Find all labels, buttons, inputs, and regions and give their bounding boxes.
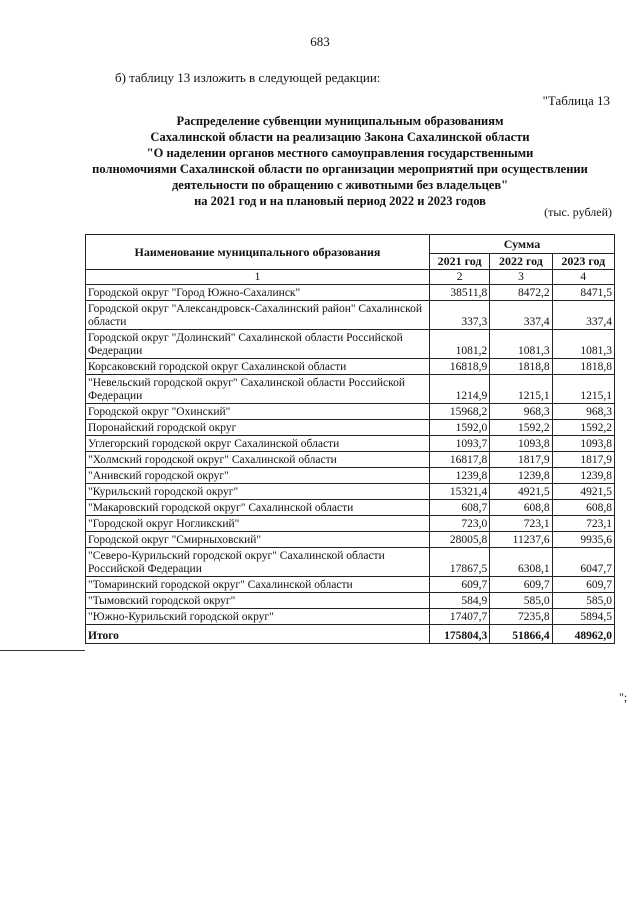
municipality-name: Корсаковский городской округ Сахалинской области [86, 359, 430, 375]
value-2022: 1592,2 [490, 420, 552, 436]
municipality-name: "Томаринский городской округ" Сахалинской области [86, 577, 430, 593]
value-2021: 1592,0 [429, 420, 489, 436]
value-2021: 1214,9 [429, 375, 489, 404]
value-2021: 337,3 [429, 301, 489, 330]
header-year: 2021 год [429, 254, 489, 270]
title-line: Сахалинской области на реализацию Закона Сахалинской области [150, 130, 530, 144]
value-2021: 28005,8 [429, 532, 489, 548]
value-2022: 968,3 [490, 404, 552, 420]
table-row [86, 404, 615, 420]
value-2023: 1239,8 [552, 468, 614, 484]
municipality-name: "Северо-Курильский городской округ" Сахалинской области Российской Федерации [86, 548, 430, 577]
title-line: Распределение субвенции муниципальным образованиям [176, 114, 504, 128]
value-2022: 608,8 [490, 500, 552, 516]
title-line: на 2021 год и на плановый период 2022 и 2023 годов [194, 194, 486, 208]
value-2023: 968,3 [552, 404, 614, 420]
column-number: 1 [86, 270, 430, 285]
municipality-name: Углегорский городской округ Сахалинской области [86, 436, 430, 452]
table-row [86, 577, 615, 593]
table-row [86, 609, 615, 625]
value-2021: 16817,8 [429, 452, 489, 468]
municipality-name: "Городской округ Ногликский" [86, 516, 430, 532]
table-row [86, 330, 615, 359]
table-row [86, 301, 615, 330]
total-2022: 51866,4 [490, 625, 552, 644]
table-row [86, 375, 615, 404]
value-2023: 1592,2 [552, 420, 614, 436]
municipality-name: "Холмский городской округ" Сахалинской области [86, 452, 430, 468]
value-2023: 1093,8 [552, 436, 614, 452]
table-row [86, 285, 615, 301]
municipality-name: Городской округ "Смирныховский" [86, 532, 430, 548]
value-2023: 8471,5 [552, 285, 614, 301]
intro-text: б) таблицу 13 изложить в следующей редакции: [115, 70, 381, 85]
value-2022: 1239,8 [490, 468, 552, 484]
municipality-name: Городской округ "Охинский" [86, 404, 430, 420]
municipality-name: "Анивский городской округ" [86, 468, 430, 484]
value-2021: 609,7 [429, 577, 489, 593]
table-row [86, 500, 615, 516]
column-number: 3 [490, 270, 552, 285]
value-2023: 4921,5 [552, 484, 614, 500]
total-2023: 48962,0 [552, 625, 614, 644]
value-2021: 17867,5 [429, 548, 489, 577]
table-row [86, 420, 615, 436]
value-2022: 6308,1 [490, 548, 552, 577]
value-2021: 15968,2 [429, 404, 489, 420]
value-2023: 1818,8 [552, 359, 614, 375]
value-2023: 723,1 [552, 516, 614, 532]
value-2022: 609,7 [490, 577, 552, 593]
margin-divider [0, 650, 85, 651]
value-2021: 16818,9 [429, 359, 489, 375]
title-line: деятельности по обращению с животными без владельцев" [171, 178, 509, 192]
municipality-name: Городской округ "Город Южно-Сахалинск" [86, 285, 430, 301]
value-2022: 1215,1 [490, 375, 552, 404]
value-2021: 1093,7 [429, 436, 489, 452]
value-2023: 585,0 [552, 593, 614, 609]
value-2022: 8472,2 [490, 285, 552, 301]
municipality-name: "Южно-Курильский городской округ" [86, 609, 430, 625]
value-2021: 608,7 [429, 500, 489, 516]
value-2023: 1215,1 [552, 375, 614, 404]
value-2021: 1239,8 [429, 468, 489, 484]
value-2021: 723,0 [429, 516, 489, 532]
value-2022: 585,0 [490, 593, 552, 609]
table-label: "Таблица 13 [542, 93, 610, 108]
table-row [86, 359, 615, 375]
title-line: "О наделении органов местного самоуправления государственными [146, 146, 534, 160]
value-2023: 9935,6 [552, 532, 614, 548]
value-2023: 609,7 [552, 577, 614, 593]
total-label: Итого [86, 625, 430, 644]
value-2022: 1817,9 [490, 452, 552, 468]
table-row [86, 593, 615, 609]
units-label: (тыс. рублей) [544, 205, 612, 219]
municipality-name: "Курильский городской округ" [86, 484, 430, 500]
header-name: Наименование муниципального образования [86, 235, 430, 270]
municipality-name: "Макаровский городской округ" Сахалинской области [86, 500, 430, 516]
table-row [86, 532, 615, 548]
municipality-name: "Тымовский городской округ" [86, 593, 430, 609]
value-2022: 1093,8 [490, 436, 552, 452]
value-2022: 1081,3 [490, 330, 552, 359]
header-year: 2023 год [552, 254, 614, 270]
value-2021: 17407,7 [429, 609, 489, 625]
table-row [86, 548, 615, 577]
value-2023: 337,4 [552, 301, 614, 330]
table-title [60, 113, 620, 209]
title-line: полномочиями Сахалинской области по организации мероприятий при осуществлении [92, 162, 588, 176]
municipality-name: Городской округ "Александровск-Сахалинский район" Сахалинской области [86, 301, 430, 330]
value-2022: 11237,6 [490, 532, 552, 548]
total-2021: 175804,3 [429, 625, 489, 644]
value-2023: 608,8 [552, 500, 614, 516]
value-2022: 7235,8 [490, 609, 552, 625]
table-row [86, 516, 615, 532]
value-2021: 38511,8 [429, 285, 489, 301]
municipality-name: Поронайский городской округ [86, 420, 430, 436]
header-year: 2022 год [490, 254, 552, 270]
value-2023: 6047,7 [552, 548, 614, 577]
closing-quote: "; [619, 690, 628, 704]
table-row [86, 436, 615, 452]
municipality-name: Городской округ "Долинский" Сахалинской области Российской Федерации [86, 330, 430, 359]
value-2021: 1081,2 [429, 330, 489, 359]
value-2022: 1818,8 [490, 359, 552, 375]
value-2023: 1817,9 [552, 452, 614, 468]
column-number: 2 [429, 270, 489, 285]
value-2022: 4921,5 [490, 484, 552, 500]
municipality-name: "Невельский городской округ" Сахалинской области Российской Федерации [86, 375, 430, 404]
total-row [86, 625, 615, 644]
value-2021: 584,9 [429, 593, 489, 609]
table-row [86, 468, 615, 484]
value-2022: 337,4 [490, 301, 552, 330]
value-2023: 5894,5 [552, 609, 614, 625]
table-row [86, 452, 615, 468]
value-2023: 1081,3 [552, 330, 614, 359]
value-2021: 15321,4 [429, 484, 489, 500]
table-row [86, 484, 615, 500]
subvention-table [85, 234, 615, 644]
value-2022: 723,1 [490, 516, 552, 532]
header-sum: Сумма [429, 235, 614, 254]
column-number: 4 [552, 270, 614, 285]
page-number: 683 [310, 34, 330, 49]
